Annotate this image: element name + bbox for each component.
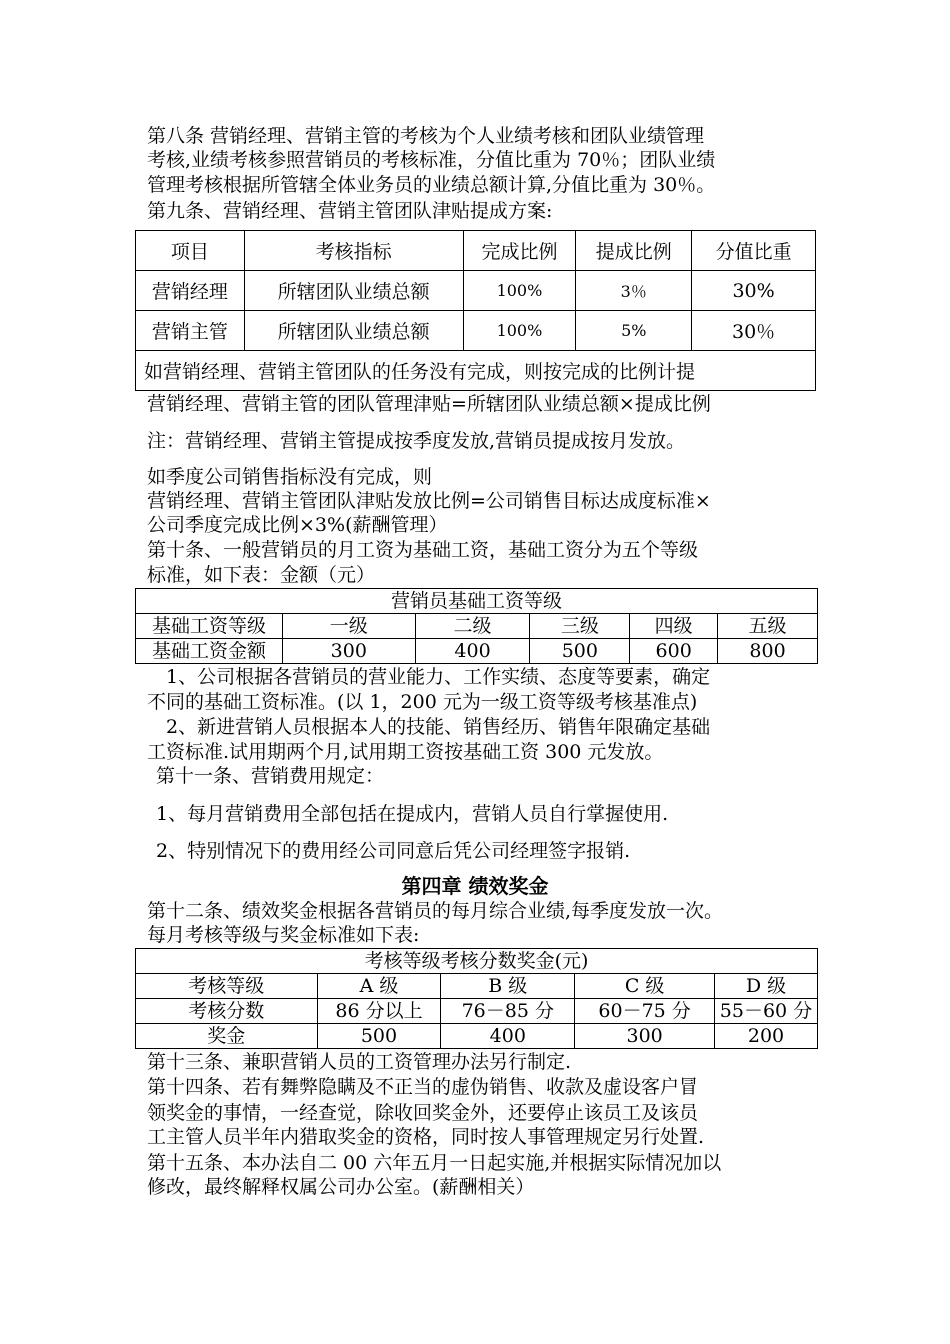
paragraph-line: 工主管人员半年内猎取奖金的资格，同时按人事管理规定另行处置. bbox=[147, 1126, 705, 1148]
table-title: 营销员基础工资等级 bbox=[136, 589, 818, 614]
table-header-cell: 分值比重 bbox=[692, 231, 816, 271]
paragraph-line: 2、新进营销人员根据本人的技能、销售经历、销售年限确定基础 bbox=[166, 716, 711, 738]
table-header-row bbox=[136, 231, 816, 271]
table-cell: 30％ bbox=[692, 311, 816, 351]
table-title-row bbox=[136, 589, 818, 614]
paragraph-line: 第八条 营销经理、营销主管的考核为个人业绩考核和团队业绩管理 bbox=[147, 125, 705, 147]
table-cell: 考核等级 bbox=[136, 974, 318, 999]
table-header-cell: 完成比例 bbox=[463, 231, 576, 271]
table-cell: 3％ bbox=[576, 271, 692, 311]
paragraph-line: 1、每月营销费用全部包括在提成内，营销人员自行掌握使用. bbox=[156, 803, 669, 825]
table-cell: 奖金 bbox=[136, 1024, 318, 1049]
table-header-cell: 考核指标 bbox=[244, 231, 463, 271]
table-cell: 营销经理 bbox=[136, 271, 245, 311]
paragraph-line: 营销经理、营销主管团队津贴发放比例=公司销售目标达成度标准× bbox=[147, 490, 711, 512]
table-cell: 300 bbox=[282, 639, 415, 664]
paragraph-line: 管理考核根据所管辖全体业务员的业绩总额计算,分值比重为 30％。 bbox=[147, 174, 716, 196]
table-row bbox=[136, 974, 818, 999]
paragraph-line: 第十三条、兼职营销人员的工资管理办法另行制定. bbox=[147, 1051, 572, 1073]
table-cell: 四级 bbox=[630, 614, 718, 639]
table-header-cell: 项目 bbox=[136, 231, 245, 271]
table-cell: 600 bbox=[630, 639, 718, 664]
table-cell: 所辖团队业绩总额 bbox=[244, 271, 463, 311]
table-header-cell: 提成比例 bbox=[576, 231, 692, 271]
table-row bbox=[136, 999, 818, 1024]
table-cell: D 级 bbox=[715, 974, 818, 999]
paragraph-line: 工资标准.试用期两个月,试用期工资按基础工资 300 元发放。 bbox=[147, 741, 664, 763]
paragraph-line: 如季度公司销售指标没有完成，则 bbox=[147, 466, 433, 488]
paragraph-line: 修改，最终解释权属公司办公室。(薪酬相关） bbox=[147, 1176, 535, 1198]
table-cell: 30% bbox=[692, 271, 816, 311]
paragraph-line: 不同的基础工资标准。(以 1，200 元为一级工资等级考核基准点) bbox=[147, 691, 698, 713]
table-cell: 100% bbox=[463, 311, 576, 351]
table-cell: 55－60 分 bbox=[715, 999, 818, 1024]
paragraph-line: 营销经理、营销主管的团队管理津贴=所辖团队业绩总额×提成比例 bbox=[147, 393, 711, 415]
chapter-heading: 第四章 绩效奖金 bbox=[401, 874, 549, 898]
table-title: 考核等级考核分数奖金(元) bbox=[136, 949, 818, 974]
table-cell: 100% bbox=[463, 271, 576, 311]
table-cell: 基础工资金额 bbox=[136, 639, 283, 664]
table-title-row bbox=[136, 949, 818, 974]
paragraph-line: 第十二条、绩效奖金根据各营销员的每月综合业绩,每季度发放一次。 bbox=[147, 900, 724, 922]
paragraph-line: 第十一条、营销费用规定： bbox=[156, 765, 385, 787]
paragraph-line: 公司季度完成比例×3%(薪酬管理） bbox=[147, 514, 448, 536]
paragraph-line: 注：营销经理、营销主管提成按季度发放,营销员提成按月发放。 bbox=[147, 430, 686, 452]
paragraph-line: 领奖金的事情，一经查觉，除收回奖金外，还要停止该员工及该员 bbox=[147, 1102, 699, 1124]
table-cell: 5% bbox=[576, 311, 692, 351]
paragraph-line: 每月考核等级与奖金标准如下表: bbox=[147, 924, 420, 946]
base-salary-table bbox=[135, 588, 818, 664]
table-cell: B 级 bbox=[441, 974, 575, 999]
table-cell: 五级 bbox=[718, 614, 818, 639]
table-cell: C 级 bbox=[575, 974, 715, 999]
table-cell: 86 分以上 bbox=[317, 999, 441, 1024]
table-cell: 60－75 分 bbox=[575, 999, 715, 1024]
table-cell: 一级 bbox=[282, 614, 415, 639]
table-row bbox=[136, 1024, 818, 1049]
bonus-standard-table bbox=[135, 948, 818, 1049]
table-cell: 二级 bbox=[415, 614, 530, 639]
table-cell: 500 bbox=[530, 639, 630, 664]
table-cell: 300 bbox=[575, 1024, 715, 1049]
table-cell: 三级 bbox=[530, 614, 630, 639]
paragraph-line: 第十五条、本办法自二 00 六年五月一日起实施,并根据实际情况加以 bbox=[147, 1152, 722, 1174]
table-cell: 400 bbox=[415, 639, 530, 664]
table-row bbox=[136, 639, 818, 664]
table-cell: 200 bbox=[715, 1024, 818, 1049]
table-cell: 所辖团队业绩总额 bbox=[244, 311, 463, 351]
table-cell: 考核分数 bbox=[136, 999, 318, 1024]
table-cell: 800 bbox=[718, 639, 818, 664]
paragraph-line: 标准，如下表：金额（元） bbox=[147, 564, 376, 586]
paragraph-line: 第十条、一般营销员的月工资为基础工资，基础工资分为五个等级 bbox=[147, 539, 699, 561]
table-note: 如营销经理、营销主管团队的任务没有完成，则按完成的比例计提 bbox=[136, 351, 816, 391]
paragraph-line: 1、公司根据各营销员的营业能力、工作实绩、态度等要素，确定 bbox=[166, 666, 711, 688]
team-allowance-table bbox=[135, 230, 816, 391]
table-cell: 500 bbox=[317, 1024, 441, 1049]
table-row bbox=[136, 271, 816, 311]
table-cell: A 级 bbox=[317, 974, 441, 999]
paragraph-line: 第九条、营销经理、营销主管团队津贴提成方案: bbox=[147, 200, 553, 222]
paragraph-line: 考核,业绩考核参照营销员的考核标准，分值比重为 70％；团队业绩 bbox=[147, 149, 716, 171]
table-cell: 400 bbox=[441, 1024, 575, 1049]
table-row bbox=[136, 614, 818, 639]
table-cell: 基础工资等级 bbox=[136, 614, 283, 639]
paragraph-line: 2、特别情况下的费用经公司同意后凭公司经理签字报销. bbox=[156, 840, 631, 862]
table-row bbox=[136, 311, 816, 351]
table-cell: 76－85 分 bbox=[441, 999, 575, 1024]
paragraph-line: 第十四条、若有舞弊隐瞒及不正当的虚伪销售、收款及虚设客户冒 bbox=[147, 1076, 699, 1098]
table-cell: 营销主管 bbox=[136, 311, 245, 351]
table-note-row bbox=[136, 351, 816, 391]
